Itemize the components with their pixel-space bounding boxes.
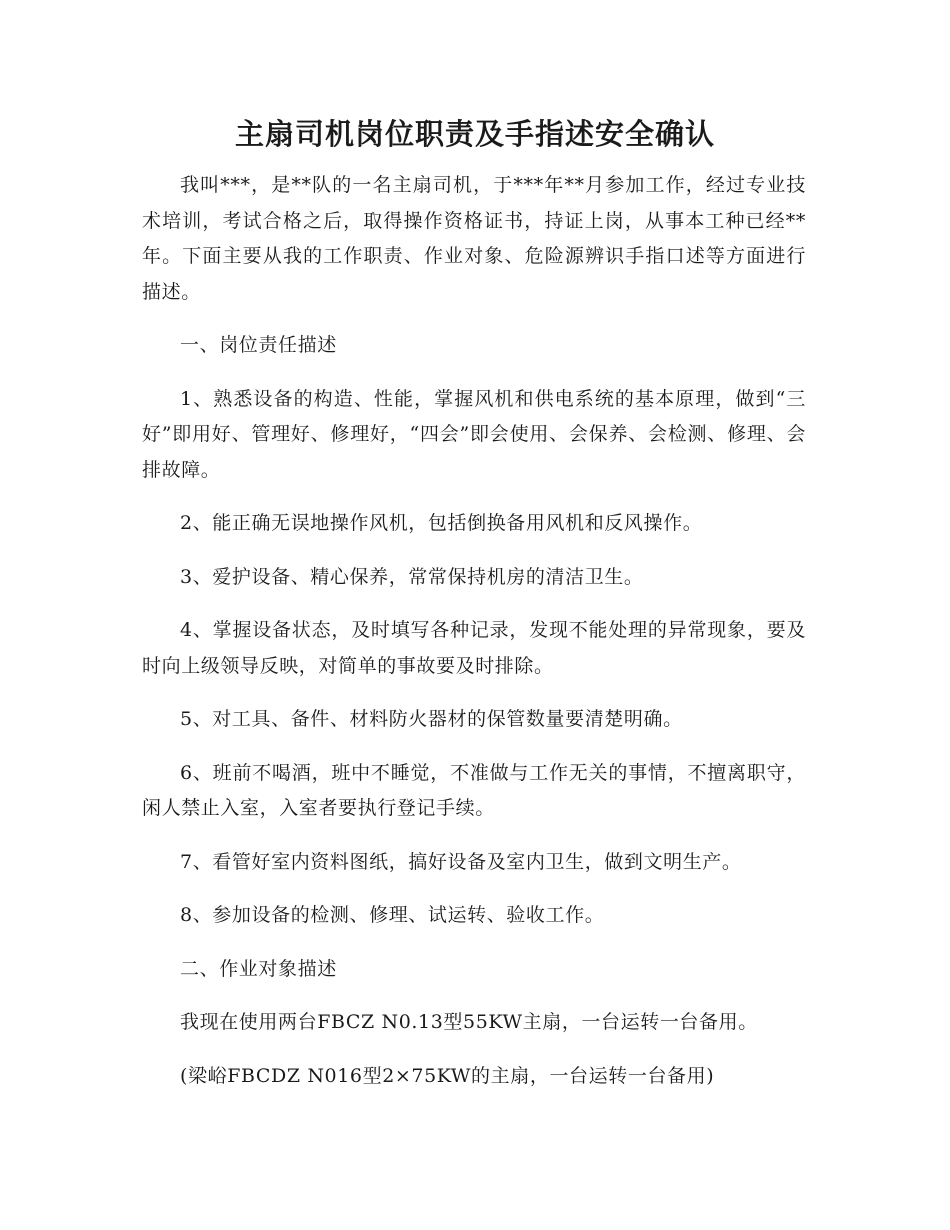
paragraph-duty-4: 4、掌握设备状态，及时填写各种记录，发现不能处理的异常现象，要及时向上级领导反映，对简单的事故要及时排除。 <box>142 619 806 677</box>
paragraph-duty-1: 1、熟悉设备的构造、性能，掌握风机和供电系统的基本原理，做到“三好”即用好、管理好、修理好，“四会”即会使用、会保养、会检测、修理、会排故障。 <box>142 387 806 481</box>
paragraph-duty-6: 6、班前不喝酒，班中不睡觉，不准做与工作无关的事情，不擅离职守，闲人禁止入室，入室者要执行登记手续。 <box>142 761 806 819</box>
document-title: 主扇司机岗位职责及手指述安全确认 <box>234 117 715 151</box>
paragraph-equipment-note: (梁峪FBCDZ N016型2×75KW的主扇，一台运转一台备用) <box>180 1064 715 1087</box>
section-heading-duties: 一、岗位责任描述 <box>180 334 337 356</box>
paragraph-duty-8: 8、参加设备的检测、修理、试运转、验收工作。 <box>180 904 605 926</box>
paragraph-duty-5: 5、对工具、备件、材料防火器材的保管数量要清楚明确。 <box>180 708 683 730</box>
paragraph-equipment: 我现在使用两台FBCZ N0.13型55KW主扇，一台运转一台备用。 <box>180 1011 758 1033</box>
document-body <box>142 168 806 1112</box>
section-heading-work-objects: 二、作业对象描述 <box>180 957 337 980</box>
paragraph-duty-2: 2、能正确无误地操作风机，包括倒换备用风机和反风操作。 <box>180 512 703 534</box>
paragraph-duty-3: 3、爱护设备、精心保养，常常保持机房的清洁卫生。 <box>180 565 644 588</box>
paragraph-duty-7: 7、看管好室内资料图纸，搞好设备及室内卫生，做到文明生产。 <box>180 850 742 873</box>
paragraph-intro: 我叫***，是**队的一名主扇司机，于***年**月参加工作，经过专业技术培训，考试合格之后，取得操作资格证书，持证上岗，从事本工种已经**年。下面主要从我的工作职责、作业对象、危险源辨识手指口述等方面进行描述。 <box>142 174 806 303</box>
